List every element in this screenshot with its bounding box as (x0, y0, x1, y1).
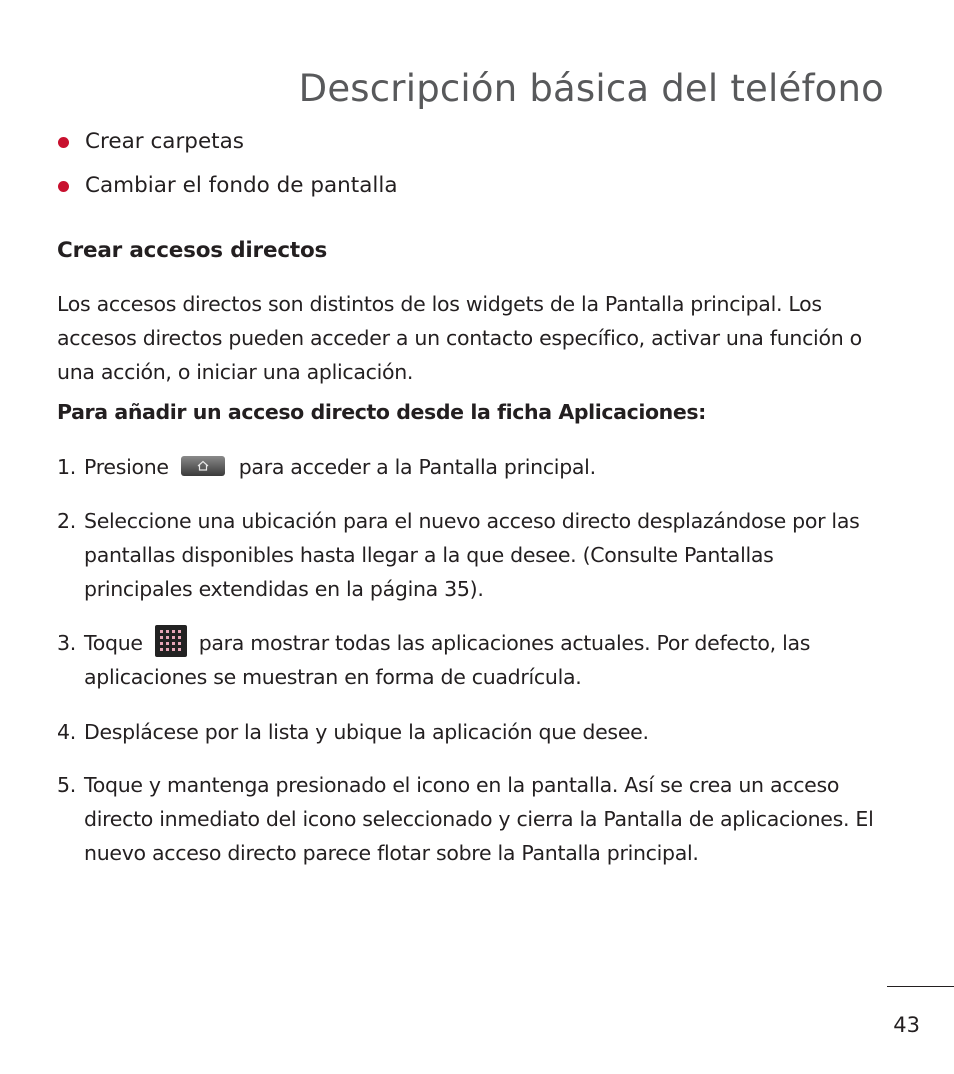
home-key-icon (181, 456, 225, 476)
bullet-label: Crear carpetas (85, 129, 244, 154)
bullet-label: Cambiar el fondo de pantalla (85, 173, 398, 198)
step-text-after: para mostrar todas las aplicaciones actuales. Por defecto, las aplicaciones se muestran en forma de cuadrícula. (84, 631, 811, 689)
bullet-dot-icon (58, 181, 69, 192)
instruction-heading: Para añadir un acceso directo desde la ficha Aplicaciones: (57, 400, 706, 424)
step-1 (57, 450, 877, 484)
step-text (57, 626, 877, 694)
step-number: 2. (57, 509, 76, 533)
footer-divider (887, 986, 954, 987)
bullet-item (57, 126, 398, 170)
page-title: Descripción básica del teléfono (298, 66, 884, 110)
step-3 (57, 626, 877, 694)
step-text-before: Presione (84, 455, 169, 479)
step-5 (57, 768, 877, 870)
intro-paragraph: Los accesos directos son distintos de los widgets de la Pantalla principal. Los accesos directos pueden acceder a un contacto específico, activar una función o una acción, o iniciar una aplicación. (57, 292, 862, 384)
step-text-before: Toque (84, 631, 143, 655)
step-number: 3. (57, 631, 76, 655)
apps-grid-icon (155, 625, 187, 657)
step-text: Desplácese por la lista y ubique la aplicación que desee. (84, 720, 649, 744)
step-text: Seleccione una ubicación para el nuevo acceso directo desplazándose por las pantallas disponibles hasta llegar a la que desee. (Consulte Pantallas principales extendidas en la página 35). (84, 509, 860, 601)
step-4 (57, 715, 877, 749)
step-2 (57, 504, 877, 606)
page-number: 43 (893, 1013, 920, 1037)
section-heading: Crear accesos directos (57, 238, 328, 263)
step-number: 1. (57, 455, 76, 479)
step-text: Toque y mantenga presionado el icono en la pantalla. Así se crea un acceso directo inmediato del icono seleccionado y cierra la Pantalla de aplicaciones. El nuevo acceso directo parece flotar sobre la Pantalla principal. (84, 773, 874, 865)
step-number: 4. (57, 720, 76, 744)
bullet-item (57, 170, 398, 214)
bullet-dot-icon (58, 137, 69, 148)
step-text (57, 450, 877, 484)
step-number: 5. (57, 773, 76, 797)
step-text-after: para acceder a la Pantalla principal. (238, 455, 596, 479)
bullet-list (57, 126, 398, 214)
